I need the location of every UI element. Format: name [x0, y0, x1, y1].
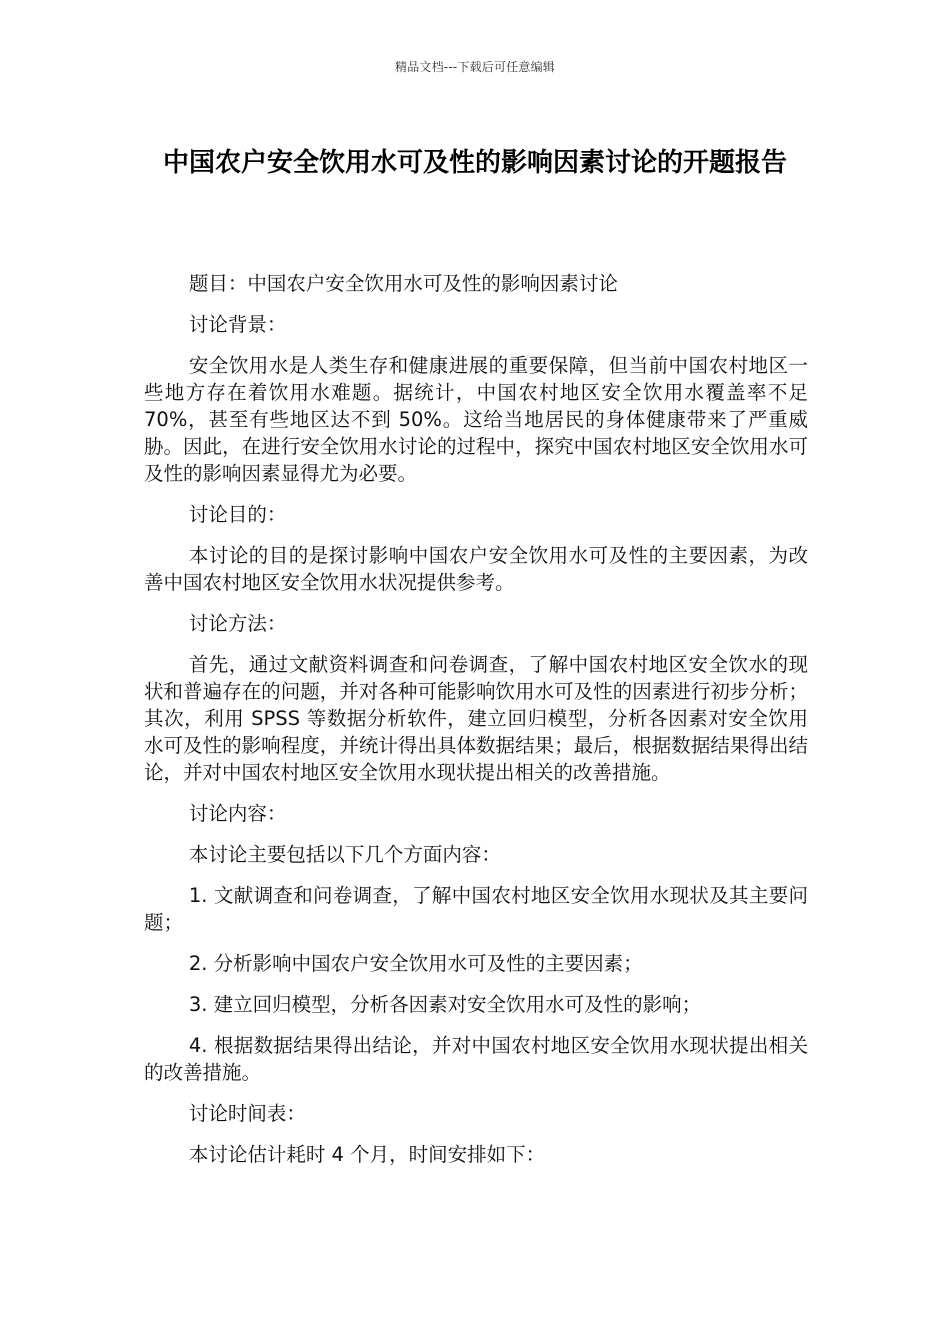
content-item: 1. 文献调查和问卷调查，了解中国农村地区安全饮用水现状及其主要问题； — [144, 884, 808, 934]
content-item: 3. 建立回归模型，分析各因素对安全饮用水可及性的影响； — [188, 993, 702, 1016]
content-intro: 本讨论主要包括以下几个方面内容： — [188, 843, 501, 866]
document-body — [144, 270, 808, 1182]
schedule-heading: 讨论时间表： — [188, 1102, 306, 1125]
background-paragraph: 安全饮用水是人类生存和健康进展的重要保障，但当前中国农村地区一些地方存在着饮用水难题。据统计，中国农村地区安全饮用水覆盖率不足 70%，甚至有些地区达不到 50%。这给当地居民的身体健康带来了严重威胁。因此，在进行安全饮用水讨论的过程中，探究中国农村地区安全饮用水可及性的影响因素显得尤为必要。 — [144, 354, 808, 485]
header-note: 精品文档---下载后可任意编辑 — [395, 60, 555, 74]
method-heading: 讨论方法： — [188, 612, 287, 635]
purpose-heading: 讨论目的： — [188, 503, 287, 526]
topic-line: 题目：中国农户安全饮用水可及性的影响因素讨论 — [188, 272, 618, 295]
content-heading: 讨论内容： — [188, 802, 287, 825]
method-paragraph: 首先，通过文献资料调查和问卷调查，了解中国农村地区安全饮水的现状和普遍存在的问题，并对各种可能影响饮用水可及性的因素进行初步分析；其次，利用 SPSS 等数据分析软件，建立回归模型，分析各因素对安全饮用水可及性的影响程度，并统计得出具体数据结果；最后，根据数据结果得出结论，并对中国农村地区安全饮用水现状提出相关的改善措施。 — [144, 653, 808, 784]
document-title: 中国农户安全饮用水可及性的影响因素讨论的开题报告 — [162, 148, 787, 178]
content-item: 4. 根据数据结果得出结论，并对中国农村地区安全饮用水现状提出相关的改善措施。 — [144, 1034, 808, 1084]
schedule-paragraph: 本讨论估计耗时 4 个月，时间安排如下： — [188, 1143, 546, 1166]
content-item: 2. 分析影响中国农户安全饮用水可及性的主要因素； — [188, 952, 643, 975]
purpose-paragraph: 本讨论的目的是探讨影响中国农户安全饮用水可及性的主要因素，为改善中国农村地区安全饮用水状况提供参考。 — [144, 544, 808, 594]
background-heading: 讨论背景： — [188, 313, 287, 336]
